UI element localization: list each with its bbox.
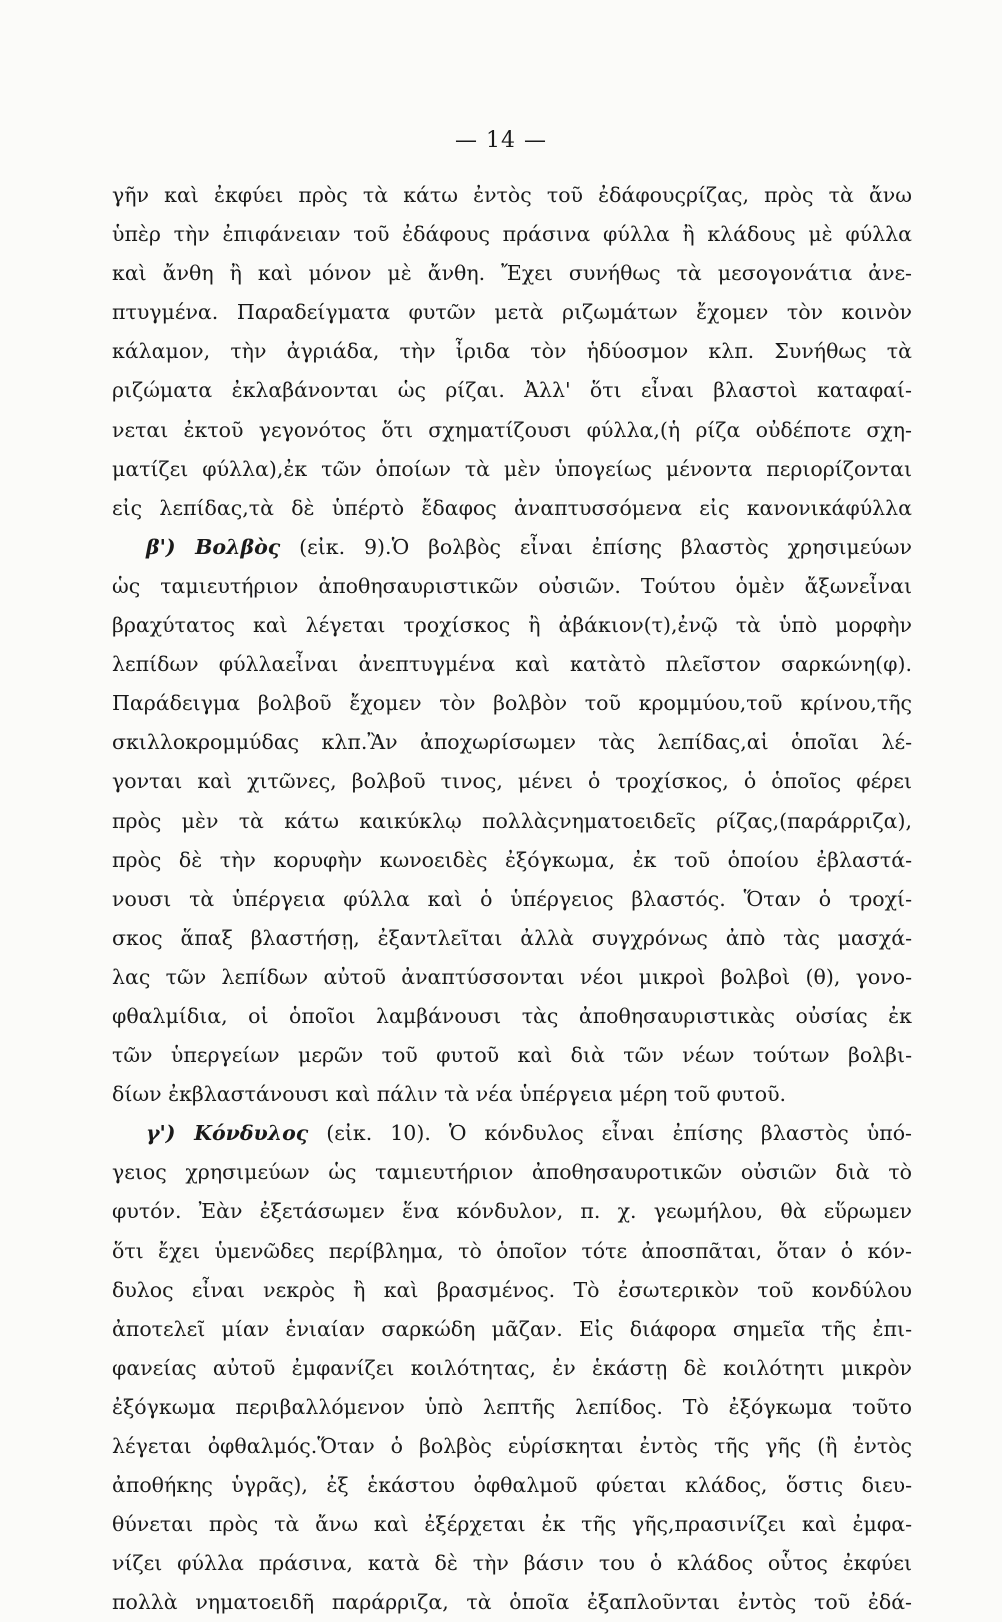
text-line: σκιλλοκρομμύδας κλπ.Ἂν ἀποχωρίσωμεν τὰς λεπίδας,αἱ ὁποῖαι λέ- <box>112 730 912 755</box>
text-run: (εἰκ. 9).Ὁ βολβὸς εἶναι ἐπίσης βλαστὸς χρησιμεύων <box>299 534 912 559</box>
section-heading-kondylos: γ') Κόνδυλος <box>146 1121 309 1146</box>
text-line: πρὸς μὲν τὰ κάτω καικύκλῳ πολλὰςνηματοειδεῖς ρίζας,(παράρριζα), <box>112 808 912 833</box>
text-line: λας τῶν λεπίδων αὐτοῦ ἀναπτύσσονται νέοι μικροὶ βολβοὶ (θ), γονο- <box>112 964 912 989</box>
text-line: πτυγμένα. Παραδείγματα φυτῶν μετὰ ριζωμάτων ἔχομεν τὸν κοινὸν <box>112 300 912 325</box>
text-line: πολλὰ νηματοειδῆ παράρριζα, τὰ ὁποῖα ἐξαπλοῦνται ἐντὸς τοῦ ἐδά- <box>112 1590 912 1615</box>
text-line: ὡς ταμιευτήριον ἀποθησαυριστικῶν οὐσιῶν. Τούτου ὁμὲν ἄξωνεἶναι <box>112 573 912 598</box>
text-line-with-heading <box>112 528 912 567</box>
text-line: δυλος εἶναι νεκρὸς ἢ καὶ βρασμένος. Τὸ ἐσωτερικὸν τοῦ κονδύλου <box>112 1277 912 1302</box>
body-text <box>112 176 912 1622</box>
text-line: ὅτι ἔχει ὑμενῶδες περίβλημα, τὸ ὁποῖον τότε ἀποσπᾶται, ὅταν ὁ κόν- <box>112 1238 912 1263</box>
text-line: ἀποτελεῖ μίαν ἑνιαίαν σαρκώδη μᾶζαν. Εἰς διάφορα σημεῖα τῆς ἐπι- <box>112 1316 912 1341</box>
text-line: νίζει φύλλα πράσινα, κατὰ δὲ τὴν βάσιν του ὁ κλάδος οὗτος ἐκφύει <box>112 1551 912 1576</box>
text-line: τῶν ὑπεργείων μερῶν τοῦ φυτοῦ καὶ διὰ τῶν νέων τούτων βολβι- <box>112 1043 912 1068</box>
text-line-with-heading <box>112 1114 912 1153</box>
text-line: βραχύτατος καὶ λέγεται τροχίσκος ἢ ἀβάκιον(τ),ἐνῷ τὰ ὑπὸ μορφὴν <box>112 613 912 638</box>
text-line: φανείας αὐτοῦ ἐμφανίζει κοιλότητας, ἐν ἑκάστῃ δὲ κοιλότητι μικρὸν <box>112 1355 912 1380</box>
text-line: λεπίδων φύλλαεἶναι ἀνεπτυγμένα καὶ κατὰτὸ πλεῖστον σαρκώνη(φ). <box>112 652 912 677</box>
page-number: — 14 — <box>455 128 547 153</box>
text-line: γειος χρησιμεύων ὡς ταμιευτήριον ἀποθησαυροτικῶν οὐσιῶν διὰ τὸ <box>112 1160 912 1185</box>
text-line: ἀποθήκης ὑγρᾶς), ἐξ ἑκάστου ὀφθαλμοῦ φύεται κλάδος, ὅστις διευ- <box>112 1473 912 1498</box>
section-heading-bolbos: β') Βολβὸς <box>146 534 281 559</box>
text-line: δίων ἐκβλαστάνουσι καὶ πάλιν τὰ νέα ὑπέργεια μέρη τοῦ φυτοῦ. <box>112 1082 787 1107</box>
text-line: φυτόν. Ἐὰν ἐξετάσωμεν ἕνα κόνδυλον, π. χ. γεωμήλου, θὰ εὕρωμεν <box>112 1199 912 1224</box>
text-line: εἰς λεπίδας,τὰ δὲ ὑπέρτὸ ἔδαφος ἀναπτυσσόμενα εἰς κανονικάφύλλα <box>112 495 912 520</box>
text-line: Παράδειγμα βολβοῦ ἔχομεν τὸν βολβὸν τοῦ κρομμύου,τοῦ κρίνου,τῆς <box>112 691 912 716</box>
text-line: νουσι τὰ ὑπέργεια φύλλα καὶ ὁ ὑπέργειος βλαστός. Ὅταν ὁ τροχί- <box>112 886 912 911</box>
text-line: κάλαμον, τὴν ἀγριάδα, τὴν ἶριδα τὸν ἡδύοσμον κλπ. Συνήθως τὰ <box>112 339 912 364</box>
text-line: ἐξόγκωμα περιβαλλόμενον ὑπὸ λεπτῆς λεπίδος. Τὸ ἐξόγκωμα τοῦτο <box>112 1394 912 1419</box>
text-line: ριζώματα ἐκλαβάνονται ὡς ρίζαι. Ἀλλ' ὅτι εἶναι βλαστοὶ καταφαί- <box>112 378 912 403</box>
text-line: ματίζει φύλλα),ἐκ τῶν ὁποίων τὰ μὲν ὑπογείως μένοντα περιορίζονται <box>112 456 912 481</box>
text-line: λέγεται ὀφθαλμός.Ὅταν ὁ βολβὸς εὑρίσκηται ἐντὸς τῆς γῆς (ἢ ἐντὸς <box>112 1434 912 1458</box>
text-run: (εἰκ. 10). Ὁ κόνδυλος εἶναι ἐπίσης βλαστὸς ὑπό- <box>326 1121 912 1146</box>
text-line: γονται καὶ χιτῶνες, βολβοῦ τινος, μένει ὁ τροχίσκος, ὁ ὁποῖος φέρει <box>112 769 912 794</box>
text-line: ὑπὲρ τὴν ἐπιφάνειαν τοῦ ἐδάφους πράσινα φύλλα ἢ κλάδους μὲ φύλλα <box>112 222 912 247</box>
text-line: γῆν καὶ ἐκφύει πρὸς τὰ κάτω ἐντὸς τοῦ ἐδάφουςρίζας, πρὸς τὰ ἄνω <box>112 183 912 207</box>
text-line: σκος ἅπαξ βλαστήσῃ, ἐξαντλεῖται ἀλλὰ συγχρόνως ἀπὸ τὰς μασχά- <box>112 925 912 950</box>
text-line: καὶ ἄνθη ἢ καὶ μόνον μὲ ἄνθη. Ἔχει συνήθως τὰ μεσογονάτια ἀνε- <box>112 261 912 286</box>
text-line: θύνεται πρὸς τὰ ἄνω καὶ ἐξέρχεται ἐκ τῆς γῆς,πρασινίζει καὶ ἐμφα- <box>112 1512 912 1537</box>
text-line: φθαλμίδια, οἱ ὁποῖοι λαμβάνουσι τὰς ἀποθησαυριστικὰς οὐσίας ἐκ <box>112 1003 912 1028</box>
text-line: πρὸς δὲ τὴν κορυφὴν κωνοειδὲς ἐξόγκωμα, ἐκ τοῦ ὁποίου ἐβλαστά- <box>112 847 912 872</box>
text-line: νεται ἐκτοῦ γεγονότος ὅτι σχηματίζουσι φύλλα,(ἡ ρίζα οὐδέποτε σχη- <box>112 417 912 442</box>
